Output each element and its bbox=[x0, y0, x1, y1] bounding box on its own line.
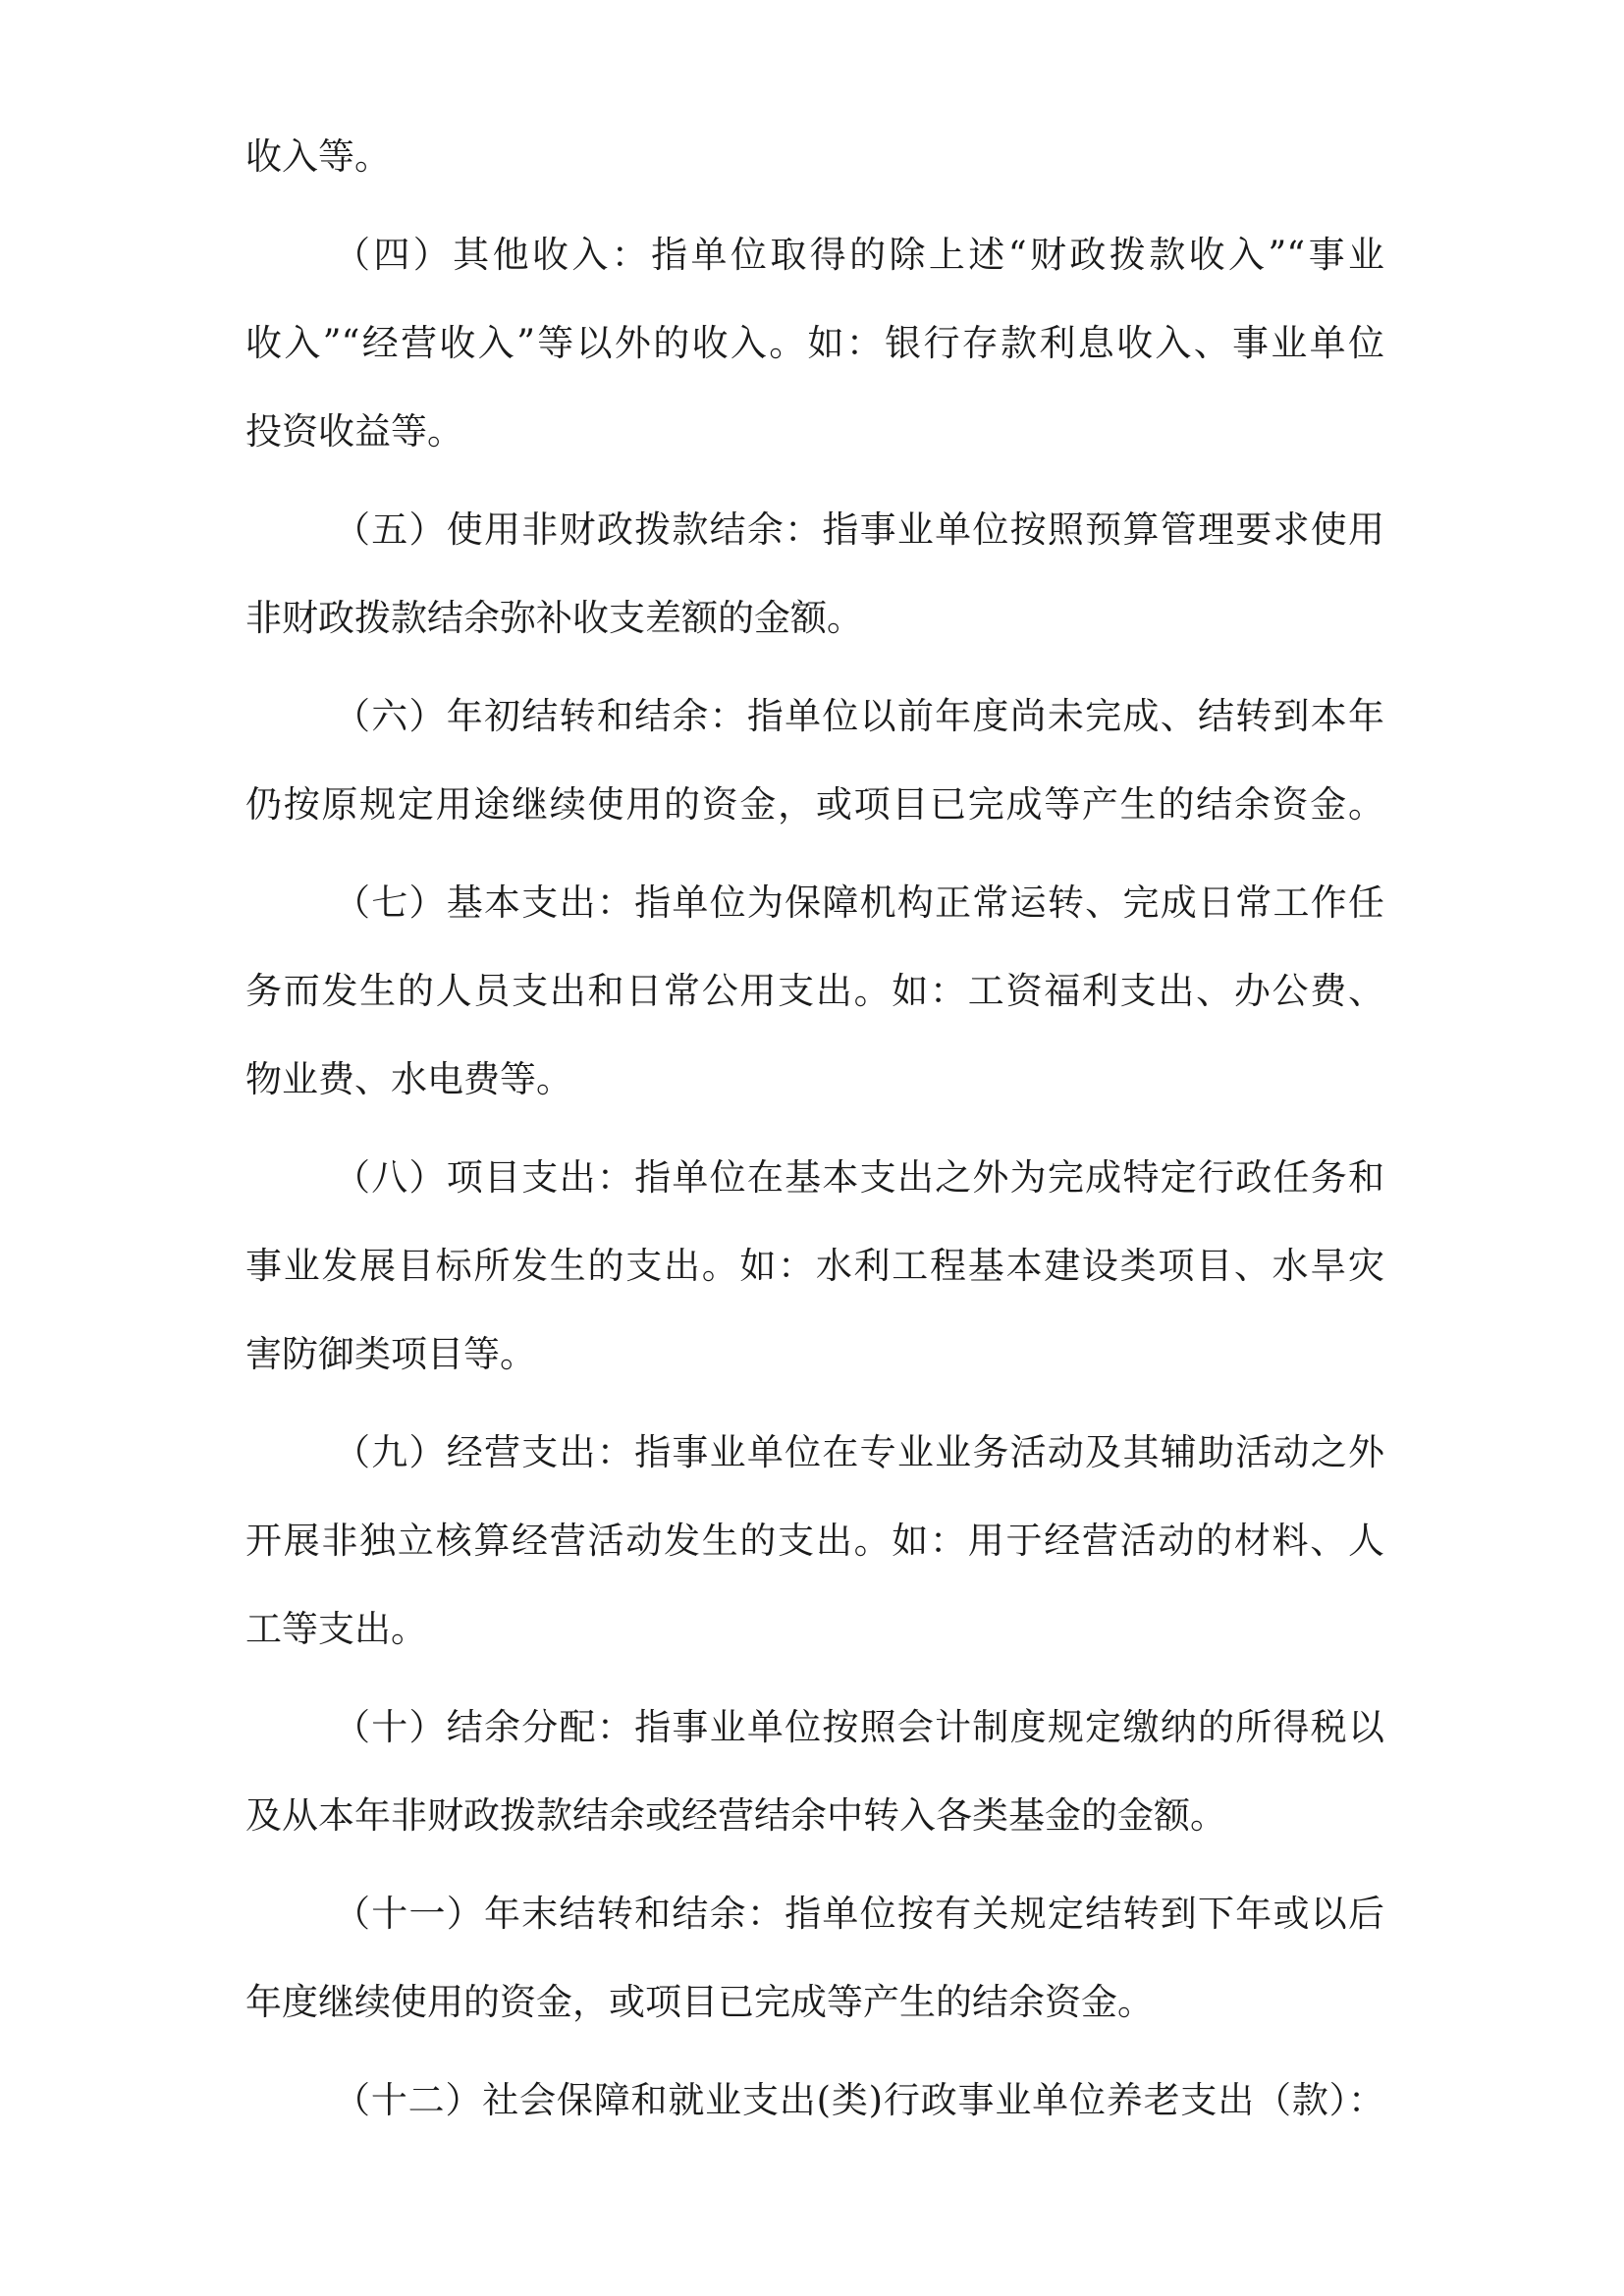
text-line: （五）使用非财政拨款结余：指事业单位按照预算管理要求使用 bbox=[334, 508, 1384, 551]
text-line: 收入”“经营收入”等以外的收入。如：银行存款利息收入、事业单位 bbox=[245, 322, 1384, 364]
text-line: （八）项目支出：指单位在基本支出之外为完成特定行政任务和 bbox=[334, 1156, 1384, 1199]
text-line: 投资收益等。 bbox=[245, 410, 463, 453]
document-page bbox=[245, 0, 1384, 2296]
text-line: 害防御类项目等。 bbox=[245, 1333, 536, 1375]
text-line: 物业费、水电费等。 bbox=[245, 1058, 572, 1100]
text-line: 仍按原规定用途继续使用的资金，或项目已完成等产生的结余资金。 bbox=[245, 783, 1384, 826]
text-line: （六）年初结转和结余：指单位以前年度尚未完成、结转到本年 bbox=[334, 695, 1384, 737]
text-line: （七）基本支出：指单位为保障机构正常运转、完成日常工作任 bbox=[334, 881, 1384, 924]
text-line: 务而发生的人员支出和日常公用支出。如：工资福利支出、办公费、 bbox=[245, 970, 1384, 1012]
text-line: 非财政拨款结余弥补收支差额的金额。 bbox=[245, 597, 863, 639]
text-line: 收入等。 bbox=[245, 135, 391, 178]
text-line: （十一）年末结转和结余：指单位按有关规定结转到下年或以后 bbox=[334, 1893, 1384, 1935]
text-line: （四）其他收入：指单位取得的除上述“财政拨款收入”“事业 bbox=[334, 234, 1384, 276]
text-line: 工等支出。 bbox=[245, 1608, 427, 1650]
text-line: （十）结余分配：指事业单位按照会计制度规定缴纳的所得税以 bbox=[334, 1706, 1384, 1748]
text-line: 事业发展目标所发生的支出。如：水利工程基本建设类项目、水旱灾 bbox=[245, 1245, 1384, 1287]
text-line: （九）经营支出：指事业单位在专业业务活动及其辅助活动之外 bbox=[334, 1431, 1384, 1473]
text-line: 年度继续使用的资金，或项目已完成等产生的结余资金。 bbox=[245, 1981, 1154, 2023]
text-line: 开展非独立核算经营活动发生的支出。如：用于经营活动的材料、人 bbox=[245, 1520, 1384, 1562]
text-line: 及从本年非财政拨款结余或经营结余中转入各类基金的金额。 bbox=[245, 1794, 1226, 1837]
text-line: （十二）社会保障和就业支出(类)行政事业单位养老支出（款）： bbox=[334, 2079, 1384, 2121]
